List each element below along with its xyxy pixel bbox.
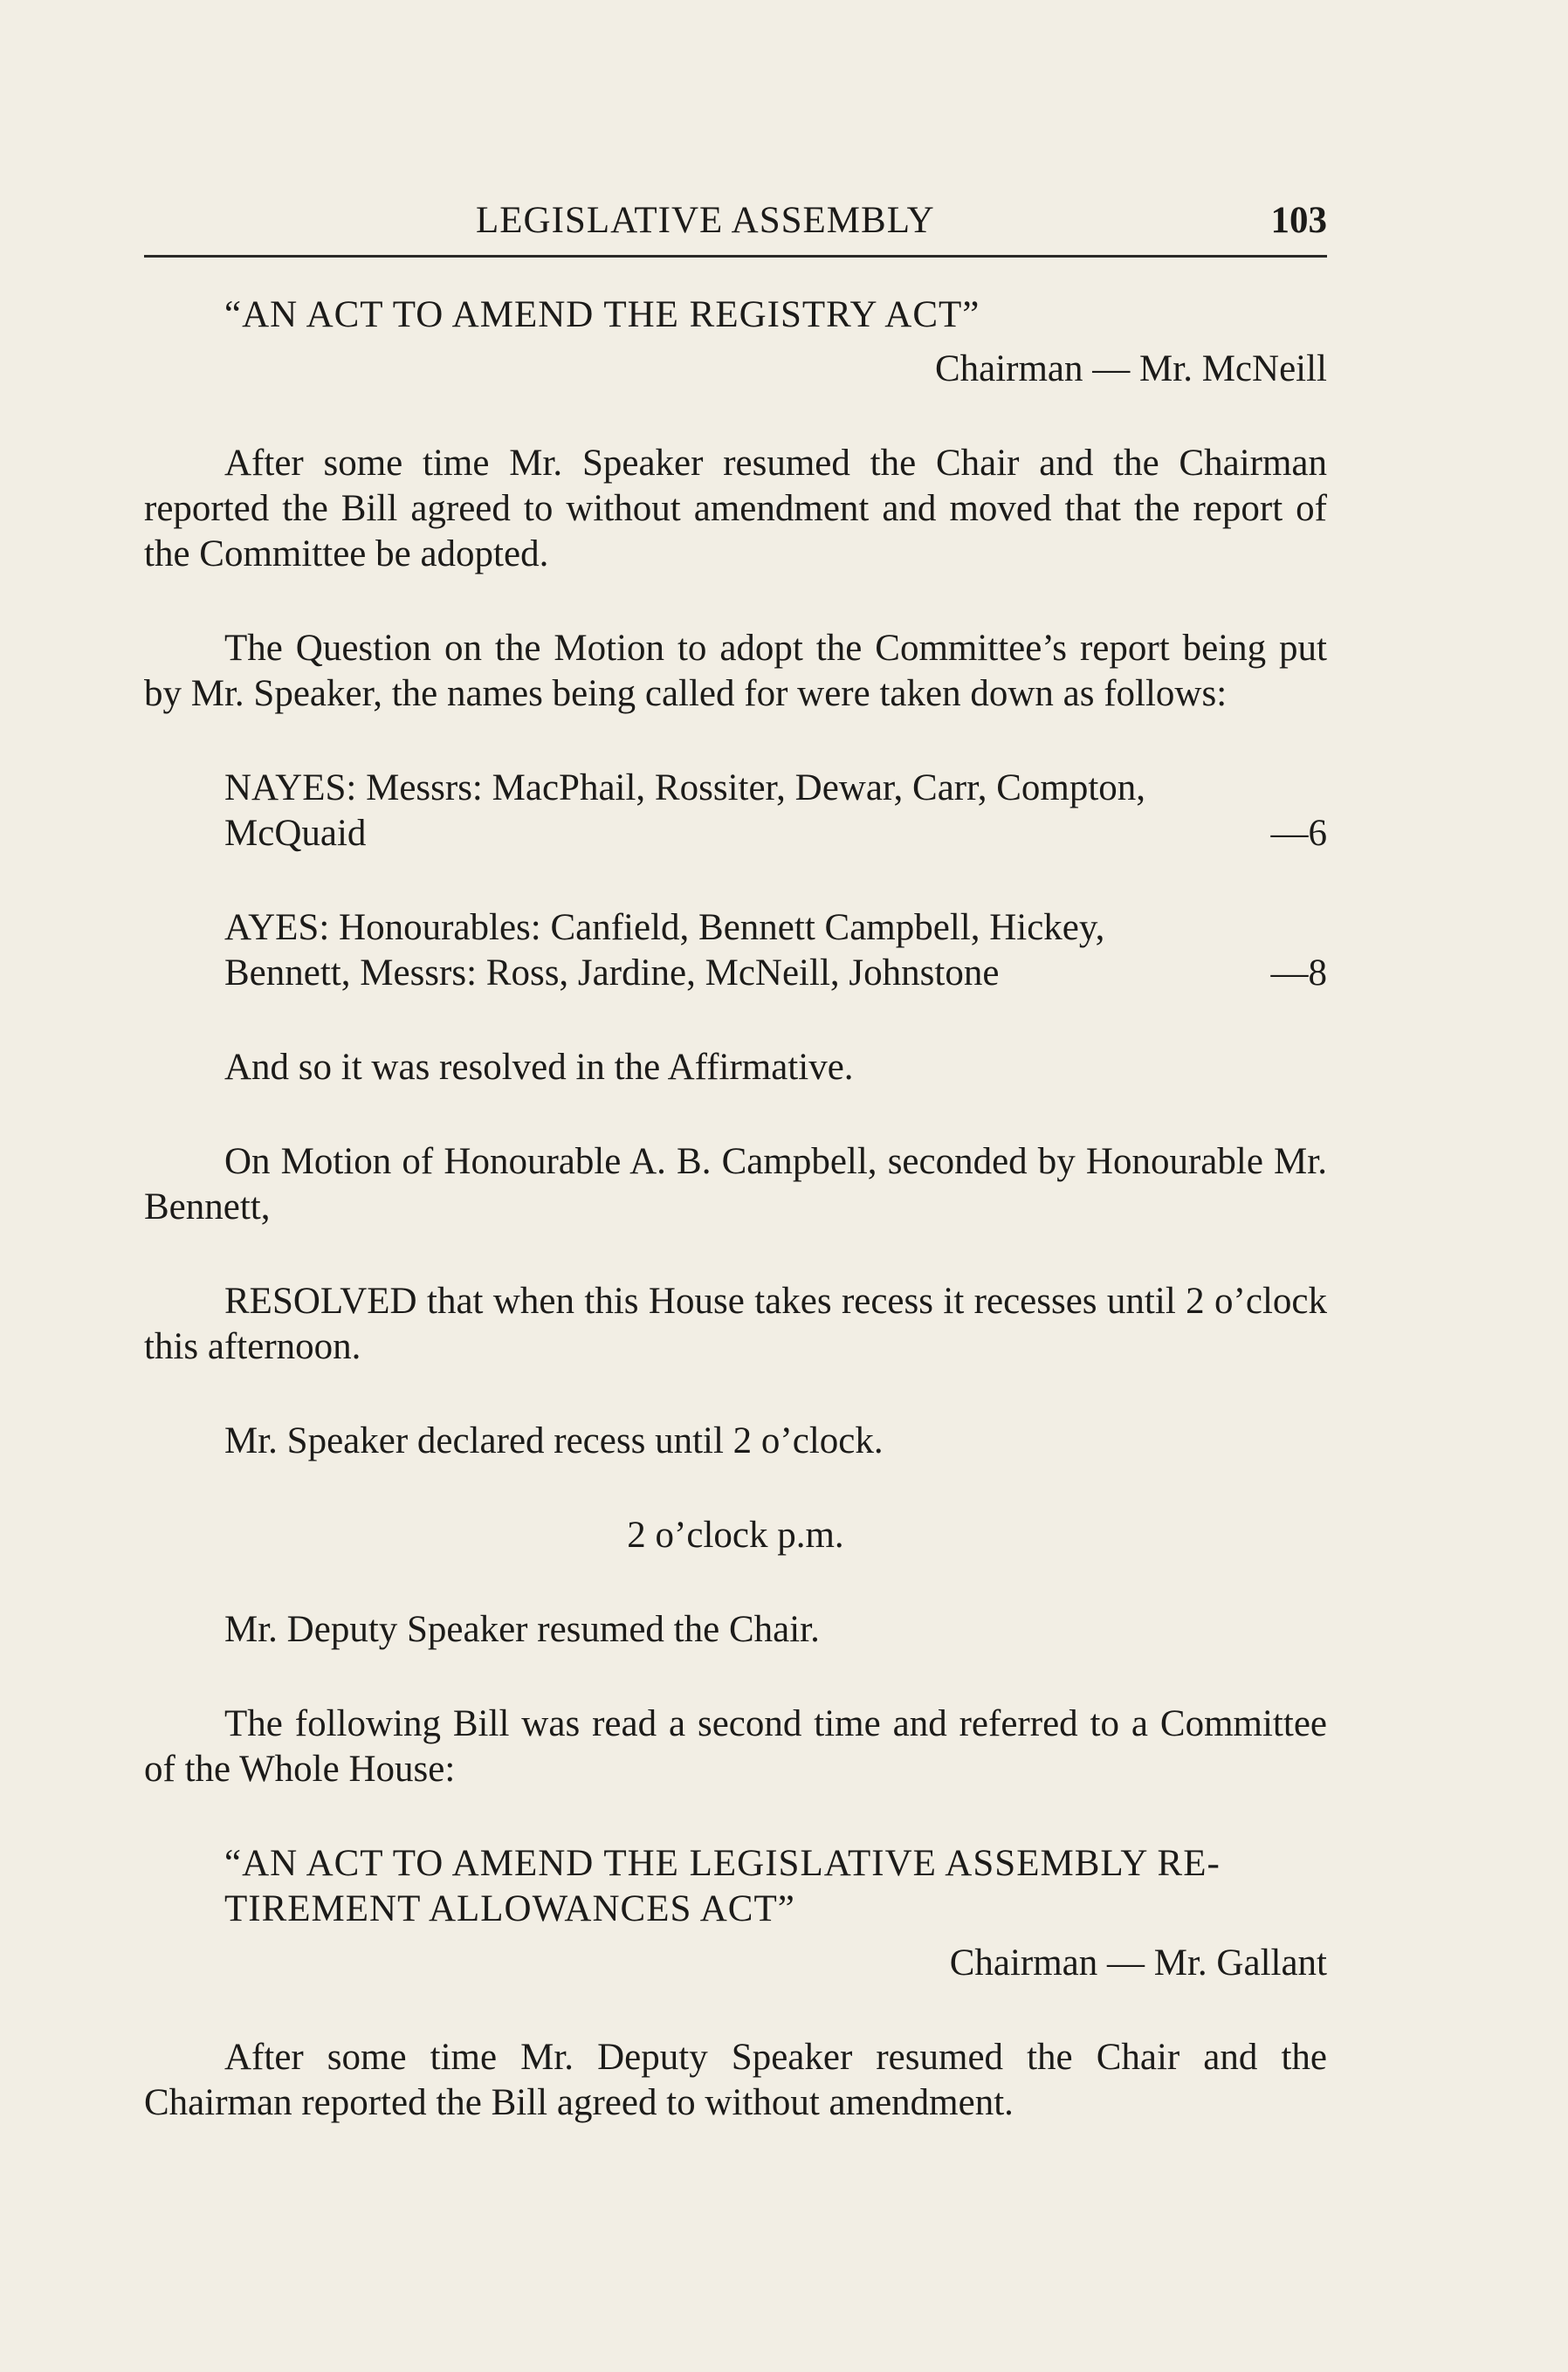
ayes-names: Bennett, Messrs: Ross, Jardine, McNeill, Johnstone bbox=[224, 952, 1000, 993]
page-number: 103 bbox=[1270, 200, 1327, 241]
paragraph: Mr. Deputy Speaker resumed the Chair. bbox=[224, 1609, 820, 1650]
nayes-name: McQuaid bbox=[224, 813, 367, 854]
nayes-total: —6 bbox=[1270, 813, 1327, 854]
chairman-line: Chairman — Mr. McNeill bbox=[934, 348, 1327, 389]
nayes-line: NAYES: Messrs: MacPhail, Rossiter, Dewar, Carr, Compton, bbox=[224, 767, 1146, 808]
paragraph: RESOLVED that when this House takes recess it recesses until 2 o’clock this afternoon. bbox=[144, 1281, 1327, 1367]
ayes-total: —8 bbox=[1270, 952, 1327, 993]
paragraph: Mr. Speaker declared recess until 2 o’clock. bbox=[224, 1420, 884, 1461]
paragraph: After some time Mr. Speaker resumed the Chair and the Chairman reported the Bill agreed to without amendment and moved that the report of the Committee be adopted. bbox=[144, 443, 1327, 574]
paragraph: The following Bill was read a second time and referred to a Committee of the Whole House: bbox=[144, 1703, 1327, 1790]
bill-title: “AN ACT TO AMEND THE REGISTRY ACT” bbox=[224, 294, 980, 335]
time-heading: 2 o’clock p.m. bbox=[627, 1515, 844, 1556]
paragraph: On Motion of Honourable A. B. Campbell, seconded by Honourable Mr. Bennett, bbox=[144, 1141, 1327, 1227]
page-header bbox=[144, 199, 1327, 251]
paragraph: After some time Mr. Deputy Speaker resumed the Chair and the Chairman reported the Bill agreed to without amendment. bbox=[144, 2037, 1327, 2123]
document-body bbox=[144, 292, 1327, 2126]
paragraph: And so it was resolved in the Affirmative. bbox=[224, 1047, 854, 1088]
bill-title-line: “AN ACT TO AMEND THE LEGISLATIVE ASSEMBLY RE- bbox=[224, 1843, 1221, 1884]
ayes-final-line bbox=[144, 951, 1327, 996]
nayes-final-line bbox=[144, 811, 1327, 856]
bill-title-line: TIREMENT ALLOWANCES ACT” bbox=[224, 1888, 795, 1929]
running-title: LEGISLATIVE ASSEMBLY bbox=[476, 200, 935, 241]
chairman-line: Chairman — Mr. Gallant bbox=[949, 1942, 1327, 1984]
nayes-vote bbox=[144, 766, 1327, 856]
paragraph: The Question on the Motion to adopt the Committee’s report being put by Mr. Speaker, the names being called for were taken down as follows: bbox=[144, 628, 1327, 714]
header-rule bbox=[144, 255, 1327, 258]
bill-title-block bbox=[224, 1841, 1327, 1932]
ayes-line: AYES: Honourables: Canfield, Bennett Campbell, Hickey, bbox=[224, 907, 1105, 948]
ayes-vote bbox=[144, 905, 1327, 996]
